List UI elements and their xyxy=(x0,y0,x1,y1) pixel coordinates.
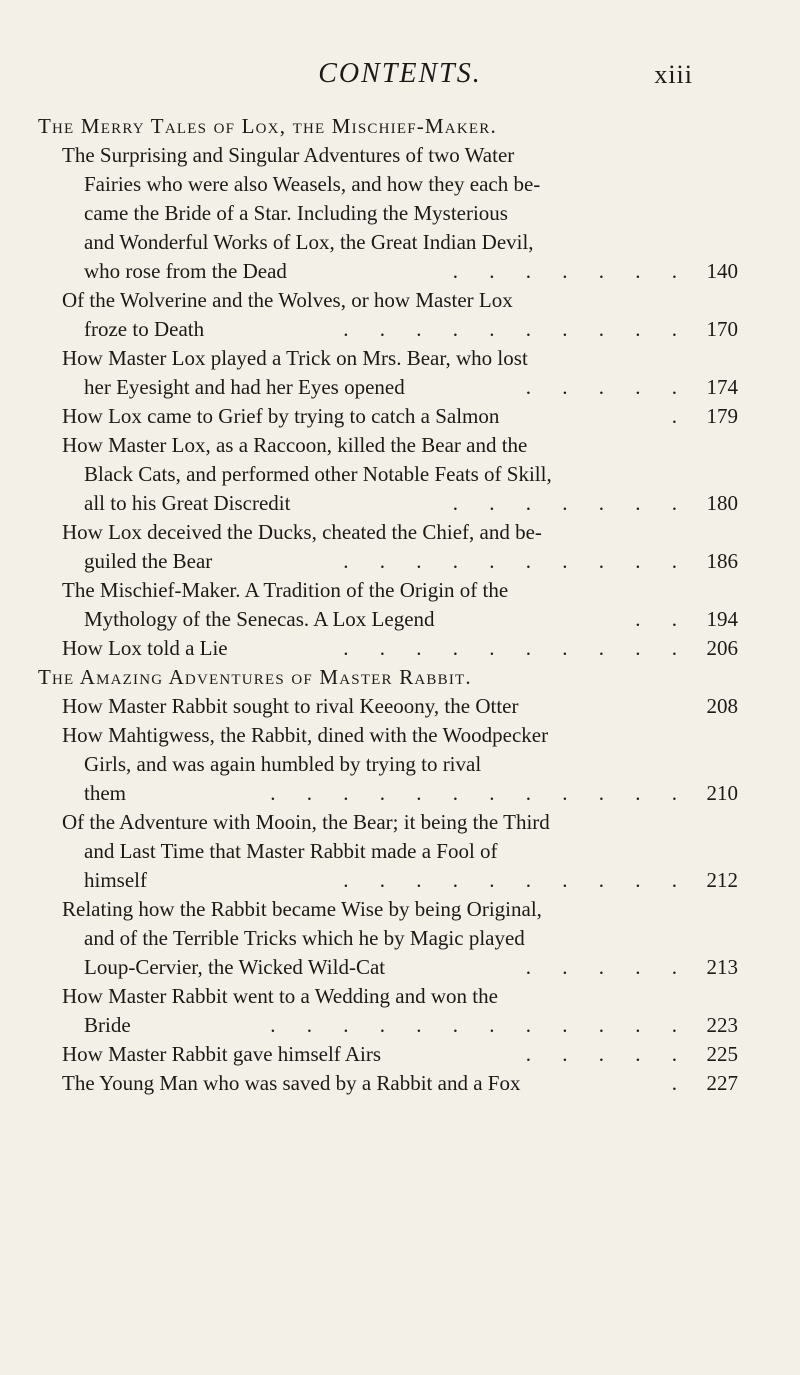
contents-entry[interactable] xyxy=(38,1069,738,1098)
entry-line: came the Bride of a Star. Including the Mysterious xyxy=(84,201,508,225)
contents-entry[interactable] xyxy=(38,518,738,576)
contents-entry[interactable] xyxy=(38,286,738,344)
entry-line: Black Cats, and performed other Notable Feats of Skill, xyxy=(84,462,552,486)
entry-title-text: How Master Rabbit gave himself Airs xyxy=(62,1042,382,1066)
entry-line xyxy=(62,402,738,431)
entry-page-number: 179 xyxy=(706,404,738,428)
contents-entry[interactable] xyxy=(38,895,738,982)
entry-line: The Surprising and Singular Adventures of two Water xyxy=(62,143,515,167)
entry-page-number: 174 xyxy=(706,375,738,399)
entry-line: The Mischief-Maker. A Tradition of the Origin of the xyxy=(62,578,509,602)
dot-leader: . xyxy=(671,404,690,428)
dot-leader: . . . . . . . xyxy=(452,491,690,515)
contents-entry[interactable] xyxy=(38,141,738,286)
entry-title-text: Bride xyxy=(84,1013,131,1037)
dot-leader: . . . . . xyxy=(525,955,690,979)
entry-page-number: 186 xyxy=(706,549,738,573)
running-title: CONTENTS. xyxy=(318,58,482,89)
entry-title-text: Mythology of the Senecas. A Lox Legend xyxy=(84,607,435,631)
entry-page-number: 213 xyxy=(706,955,738,979)
contents-entry[interactable] xyxy=(38,431,738,518)
page-number: xiii xyxy=(654,60,693,89)
entry-line xyxy=(62,779,738,808)
contents-entry[interactable] xyxy=(38,808,738,895)
section-heading: The Amazing Adventures of Master Rabbit. xyxy=(38,665,472,689)
entry-line: Of the Adventure with Mooin, the Bear; it being the Third xyxy=(62,810,550,834)
entry-title-text: How Lox told a Lie xyxy=(62,636,228,660)
entry-line: How Master Rabbit went to a Wedding and won the xyxy=(62,984,498,1008)
section-heading: The Merry Tales of Lox, the Mischief-Maker. xyxy=(38,114,497,138)
entry-title-text: guiled the Bear xyxy=(84,549,213,573)
dot-leader: . xyxy=(671,1071,690,1095)
entry-line: Of the Wolverine and the Wolves, or how Master Lox xyxy=(62,288,513,312)
contents-entry[interactable] xyxy=(38,692,738,721)
entry-page-number: 180 xyxy=(706,491,738,515)
entry-line xyxy=(62,257,738,286)
dot-leader: . . . . . . . . . . xyxy=(343,317,690,341)
entry-line: and Last Time that Master Rabbit made a Fool of xyxy=(84,839,498,863)
running-head xyxy=(0,58,800,98)
entry-line xyxy=(62,489,738,518)
entry-title-text: The Young Man who was saved by a Rabbit and a Fox xyxy=(62,1071,521,1095)
entry-page-number: 227 xyxy=(706,1071,738,1095)
entry-line: How Mahtigwess, the Rabbit, dined with the Woodpecker xyxy=(62,723,549,747)
contents-entry[interactable] xyxy=(38,982,738,1040)
dot-leader: . . . . . xyxy=(525,1042,690,1066)
dot-leader: . . . . . . . . . . xyxy=(343,636,690,660)
entry-page-number: 206 xyxy=(706,636,738,660)
contents-entry[interactable] xyxy=(38,721,738,808)
entry-line: Relating how the Rabbit became Wise by being Original, xyxy=(62,897,542,921)
entry-page-number: 210 xyxy=(706,781,738,805)
contents-entry[interactable] xyxy=(38,576,738,634)
entry-line xyxy=(62,315,738,344)
entry-title-text: Loup-Cervier, the Wicked Wild-Cat xyxy=(84,955,386,979)
contents-entry[interactable] xyxy=(38,402,738,431)
entry-title-text: them xyxy=(84,781,126,805)
entry-title-text: How Master Rabbit sought to rival Keeoony, the Otter xyxy=(62,694,519,718)
entry-line xyxy=(62,547,738,576)
entry-title-text: who rose from the Dead xyxy=(84,259,287,283)
dot-leader: . . . . . . . . . . xyxy=(343,549,690,573)
entry-line xyxy=(62,692,738,721)
dot-leader: . . . . . xyxy=(525,375,690,399)
dot-leader: . . . . . . . . . . . . xyxy=(270,781,690,805)
entry-line: and of the Terrible Tricks which he by Magic played xyxy=(84,926,525,950)
dot-leader: . . xyxy=(635,607,690,631)
entry-page-number: 208 xyxy=(706,694,738,718)
entry-line xyxy=(62,1069,738,1098)
contents-list xyxy=(38,112,738,1098)
entry-line: How Master Lox, as a Raccoon, killed the Bear and the xyxy=(62,433,528,457)
entry-line: Fairies who were also Weasels, and how they each be- xyxy=(84,172,541,196)
entry-line xyxy=(62,1011,738,1040)
entry-line: How Master Lox played a Trick on Mrs. Bear, who lost xyxy=(62,346,528,370)
entry-page-number: 212 xyxy=(706,868,738,892)
contents-entry[interactable] xyxy=(38,344,738,402)
dot-leader: . . . . . . . . . . . . xyxy=(270,1013,690,1037)
entry-title-text: himself xyxy=(84,868,147,892)
entry-page-number: 170 xyxy=(706,317,738,341)
entry-title-text: froze to Death xyxy=(84,317,205,341)
entry-line: Girls, and was again humbled by trying to rival xyxy=(84,752,482,776)
entry-line xyxy=(62,373,738,402)
entry-title-text: all to his Great Discredit xyxy=(84,491,291,515)
entry-line xyxy=(62,953,738,982)
contents-entry[interactable] xyxy=(38,634,738,663)
dot-leader: . . . . . . . . . . xyxy=(343,868,690,892)
entry-line xyxy=(62,866,738,895)
entry-page-number: 223 xyxy=(706,1013,738,1037)
entry-page-number: 140 xyxy=(706,259,738,283)
entry-line xyxy=(62,1040,738,1069)
contents-entry[interactable] xyxy=(38,1040,738,1069)
dot-leader: . . . . . . . xyxy=(452,259,690,283)
entry-line: and Wonderful Works of Lox, the Great Indian Devil, xyxy=(84,230,534,254)
entry-title-text: How Lox came to Grief by trying to catch a Salmon xyxy=(62,404,500,428)
entry-line xyxy=(62,634,738,663)
entry-page-number: 194 xyxy=(706,607,738,631)
entry-line: How Lox deceived the Ducks, cheated the Chief, and be- xyxy=(62,520,542,544)
entry-line xyxy=(62,605,738,634)
entry-title-text: her Eyesight and had her Eyes opened xyxy=(84,375,405,399)
entry-page-number: 225 xyxy=(706,1042,738,1066)
